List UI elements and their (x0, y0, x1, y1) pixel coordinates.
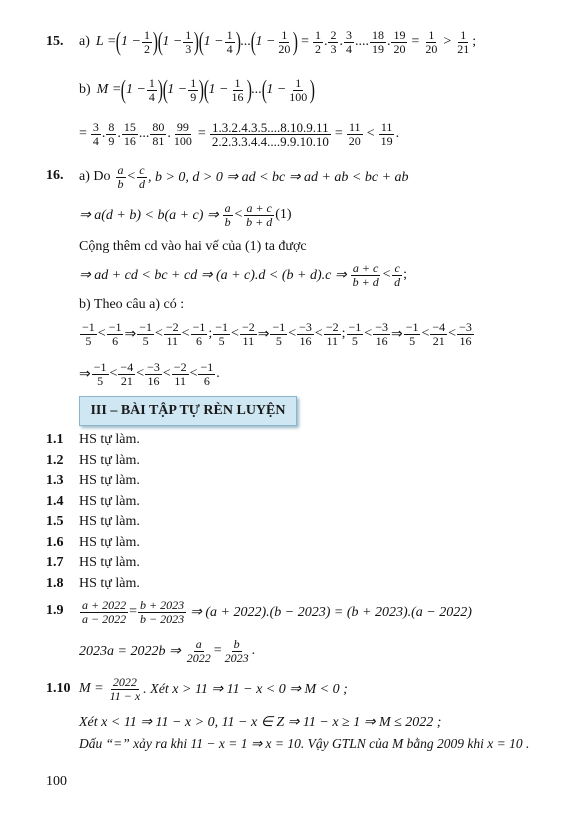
exercise-number: 1.5 (46, 514, 64, 529)
exercise-1-10-line2: Xét x < 11 ⇒ 11 − x > 0, 11 − x ∈ Z ⇒ 11 − x ≥ 1 ⇒ M ≤ 2022 ; (79, 714, 442, 730)
problem-15a-line: a) L = ( 1 − $\frac{1}{2}$ ) ( 1 − $\frac{1}{3}$ ) ( 1 − $\frac{1}{4}$ ) ... ( 1 − $\frac{1}{20}$ ) = $\frac{1}{2}$ . $\frac{2}{3}$ . $\frac{3}{4}$ .... $\frac{18}{19}$ . $\frac{19}{20}$ = $\frac{1}{20}$ > $\frac{1}{21}$ ; (79, 27, 477, 56)
exercise-text: HS tự làm. (79, 452, 140, 468)
problem-16a-line3: Cộng thêm cd vào hai vế của (1) ta được (79, 239, 307, 254)
fraction: $\frac{1}{4}$ (226, 27, 233, 56)
exercise-number: 1.4 (46, 493, 64, 509)
section-header: III – BÀI TẬP TỰ RÈN LUYỆN (79, 396, 297, 426)
exercise-text: HS tự làm. (79, 473, 140, 488)
exercise-1-10-line3: Dấu “=” xảy ra khi 11 − x = 1 ⇒ x = 10. Vậy GTLN của M bằng 2009 khi x = 10 . (79, 736, 530, 751)
fraction: $\frac{1}{3}$ (185, 27, 192, 56)
exercise-number: 1.2 (46, 452, 64, 468)
problem-15-number: 15. (46, 34, 64, 49)
math-L: L = (95, 34, 117, 49)
exercise-1-9-line2: 2023a = 2022b ⇒ $\frac{a}{2022}$ = $\frac{b}{2023}$ . (79, 636, 256, 665)
exercise-number: 1.6 (46, 534, 64, 550)
fraction: $\frac{1}{2}$ (144, 27, 150, 56)
problem-15b-line: b) M = ( 1 − $\frac{1}{4}$ ) ( 1 − $\frac{1}{9}$ ) ( 1 − $\frac{1}{16}$ ) ... ( 1 − $\frac{1}{100}$ ) (79, 75, 316, 104)
exercise-text: HS tự làm. (79, 493, 140, 509)
problem-16-number: 16. (46, 168, 64, 183)
exercise-text: HS tự làm. (79, 432, 140, 447)
exercise-text: HS tự làm. (79, 575, 140, 591)
exercise-text: HS tự làm. (79, 534, 140, 550)
exercise-1-9-number: 1.9 (46, 603, 64, 618)
page-number: 100 (46, 774, 67, 789)
exercise-1-10-number: 1.10 (46, 681, 71, 696)
problem-16b-line1: $\frac{-1}{5}$ < $\frac{-1}{6}$ ⇒ $\frac{-1}{5}$ < $\frac{-2}{11}$ < $\frac{-1}{6}$ ; $\frac{-1}{5}$ < $\frac{-2}{11}$ ⇒ $\frac{-1}{5}$ < $\frac{-3}{16}$ < $\frac{-2}{11}$ ; $\frac{-1}{5}$ < $\frac{-3}{16}$ ⇒ $\frac{-1}{5}$ < $\frac{-4}{21}$ < $\frac{-3}{16}$ (82, 319, 472, 348)
part-label: a) (79, 34, 90, 49)
problem-16a-line2: ⇒ a(d + b) < b(a + c) ⇒ $\frac{a}{b}$ < $\frac{a + c}{b + d}$ (1) (79, 200, 292, 229)
exercise-number: 1.8 (46, 575, 64, 591)
exercise-number: 1.3 (46, 473, 64, 488)
problem-15b-line2: = $\frac{3}{4}$ . $\frac{8}{9}$ . $\frac{15}{16}$ ... $\frac{80}{81}$ . $\frac{99}{100}$ = $\frac{1.3.2.4.3.5....8.10.9.11}{2.2.3.3.4.4....9.9.10.10}$ = $\frac{11}{20}$ < $\frac{11}{19}$ . (79, 119, 400, 149)
problem-16b-line2: ⇒ $\frac{-1}{5}$ < $\frac{-4}{21}$ < $\frac{-3}{16}$ < $\frac{-2}{11}$ < $\frac{-1}{6}$ . (79, 359, 220, 388)
part-label: b) (79, 82, 91, 97)
exercise-number: 1.7 (46, 555, 64, 570)
problem-16b-intro: b) Theo câu a) có : (79, 297, 185, 312)
exercise-number: 1.1 (46, 432, 64, 447)
exercise-1-9-line1: $\frac{a + 2022}{a - 2022}$ = $\frac{b + 2023}{b - 2023}$ ⇒ (a + 2022).(b − 2023) = (b + 2023).(a − 2022) (82, 597, 472, 626)
exercise-text: HS tự làm. (79, 555, 140, 570)
problem-16a-line4: ⇒ ad + cd < bc + cd ⇒ (a + c).d < (b + d).c ⇒ $\frac{a + c}{b + d}$ < $\frac{c}{d}$ ; (79, 260, 408, 289)
exercise-text: HS tự làm. (79, 514, 140, 529)
fraction: $\frac{1}{20}$ (278, 27, 291, 56)
exercise-1-10-line1: M = $\frac{2022}{11 - x}$ . Xét x > 11 ⇒ 11 − x < 0 ⇒ M < 0 ; (79, 674, 348, 703)
problem-16a-line1: a) Do $\frac{a}{b}$ < $\frac{c}{d}$ , b > 0, d > 0 ⇒ ad < bc ⇒ ad + ab < bc + ab (79, 162, 409, 191)
